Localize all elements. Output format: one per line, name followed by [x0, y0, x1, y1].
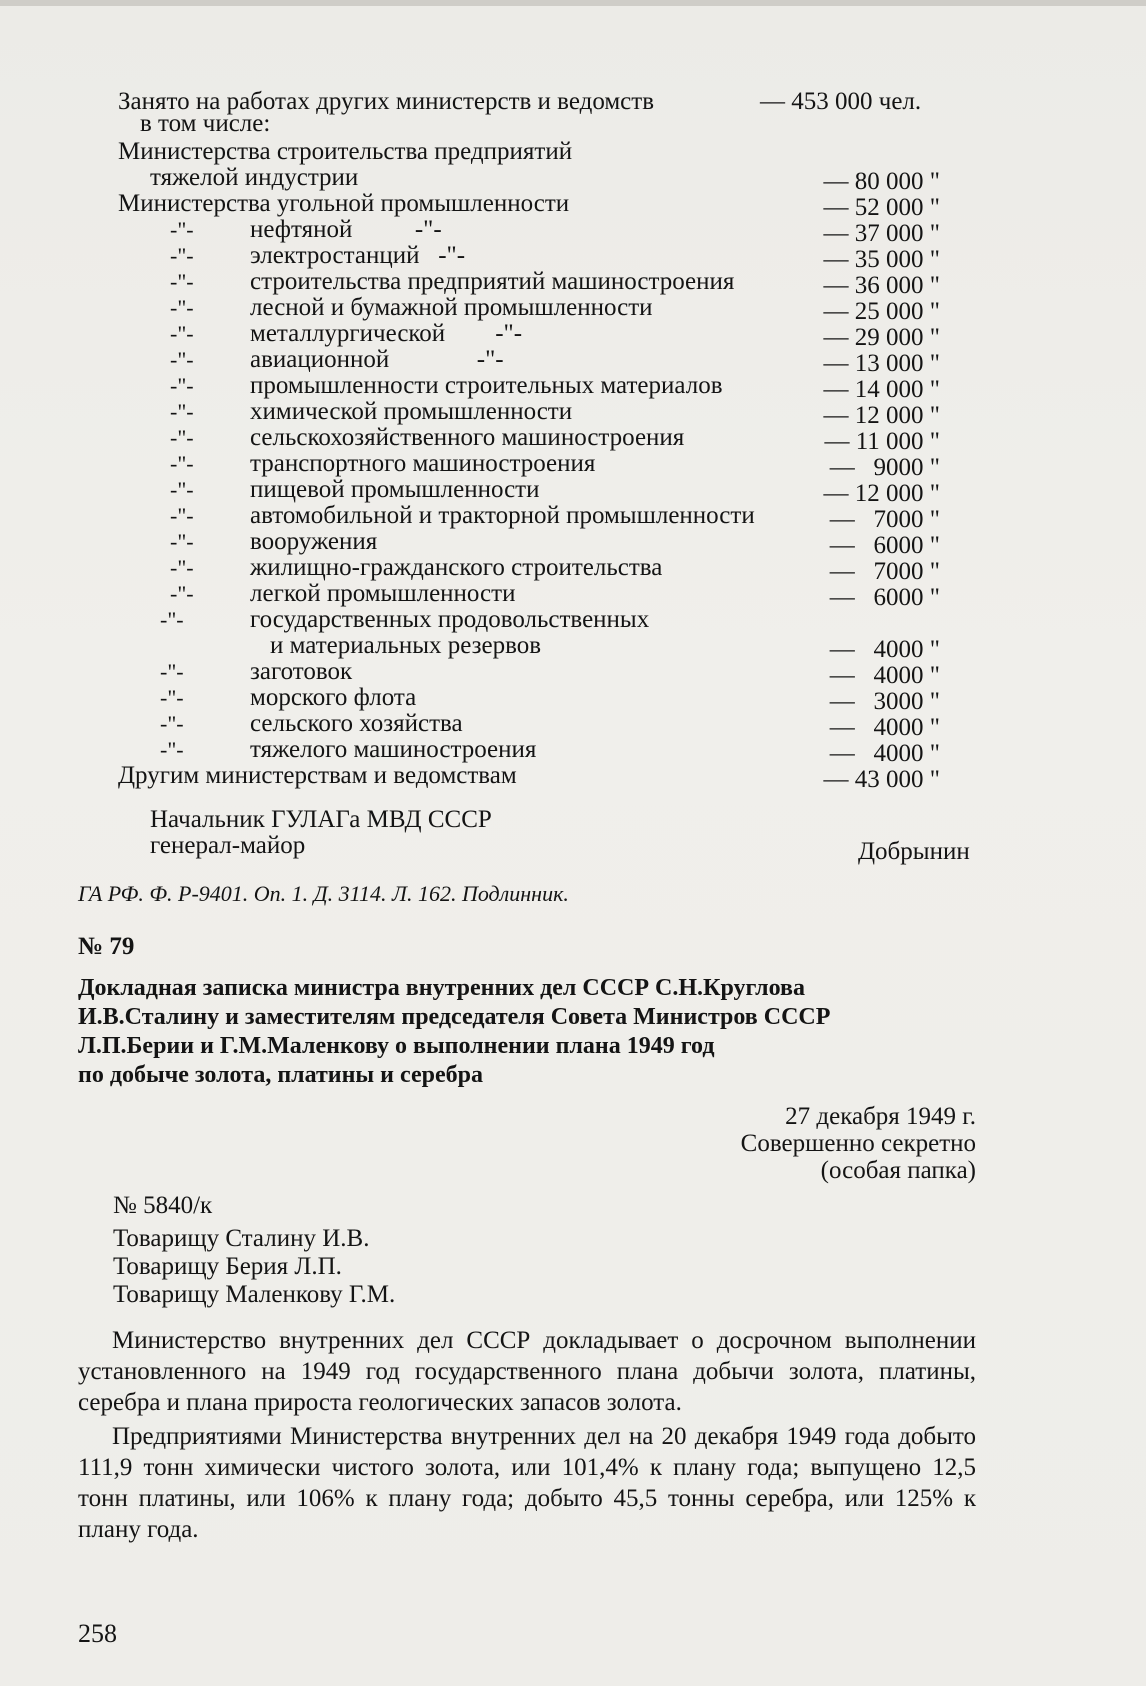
- ministry-name: Министерства угольной промышленности: [118, 190, 570, 217]
- ministry-value: — 37 000 ": [823, 220, 940, 247]
- ministry-value: — 36 000 ": [823, 272, 940, 299]
- ditto-mark: -"-: [170, 529, 194, 554]
- ministry-value: — 52 000 ": [823, 194, 940, 221]
- ditto-mark: -"-: [170, 347, 194, 372]
- ministry-name: авиационной -"-: [250, 346, 504, 373]
- ditto-mark: -"-: [160, 737, 184, 762]
- ministry-name: лесной и бумажной промышленности: [250, 294, 653, 321]
- ditto-mark: -"-: [170, 295, 194, 320]
- ministry-name: морского флота: [250, 684, 417, 711]
- ditto-mark: -"-: [160, 685, 184, 710]
- ditto-mark: -"-: [170, 321, 194, 346]
- ditto-mark: -"-: [170, 555, 194, 580]
- ministry-value: — 14 000 ": [823, 376, 940, 403]
- page-number: 258: [78, 1619, 117, 1648]
- ministry-name: автомобильной и тракторной промышленности: [250, 502, 755, 529]
- ministry-name: сельского хозяйства: [250, 710, 463, 737]
- ministry-value: — 4000 ": [829, 714, 940, 741]
- ministry-value: — 11 000 ": [824, 428, 940, 455]
- ministry-name: строительства предприятий машиностроения: [250, 268, 735, 295]
- ministry-value: — 3000 ": [829, 688, 940, 715]
- ministry-value: — 80 000 ": [823, 168, 940, 195]
- archive-source: ГА РФ. Ф. Р-9401. Оп. 1. Д. 3114. Л. 162. Подлинник.: [78, 881, 569, 906]
- ministry-name: металлургической -"-: [250, 320, 523, 347]
- document-folder: (особая папка): [820, 1157, 976, 1184]
- ministry-name: жилищно-гражданского строительства: [250, 554, 663, 581]
- ministry-value: — 12 000 ": [823, 402, 940, 429]
- ministry-name: промышленности строительных материалов: [250, 372, 723, 399]
- ditto-mark: -"-: [160, 659, 184, 684]
- ditto-mark: -"-: [160, 711, 184, 736]
- document-number: № 79: [78, 933, 135, 960]
- occupied-label: Занято на работах других министерств и ведомств: [118, 88, 654, 115]
- ministry-value: — 6000 ": [829, 584, 940, 611]
- ministry-name: Другим министерствам и ведомствам: [118, 762, 517, 789]
- scan-edge: [0, 0, 1146, 6]
- document-title-line-2: И.В.Сталину и заместителям председателя Совета Министров СССР: [78, 1004, 831, 1030]
- ministry-value: — 35 000 ": [823, 246, 940, 273]
- document-title-line-3: Л.П.Берии и Г.М.Маленкову о выполнении плана 1949 год: [78, 1033, 715, 1059]
- ministry-value: — 4000 ": [829, 662, 940, 689]
- document-title-line-1: Докладная записка министра внутренних дел СССР С.Н.Круглова: [78, 975, 805, 1001]
- ministry-name: пищевой промышленности: [250, 476, 540, 503]
- ministry-value: — 12 000 ": [823, 480, 940, 507]
- ministry-name: и материальных резервов: [270, 632, 542, 659]
- ditto-mark: -"-: [170, 425, 194, 450]
- ministry-value: — 25 000 ": [823, 298, 940, 325]
- ditto-mark: -"-: [160, 607, 184, 632]
- ditto-mark: -"-: [170, 477, 194, 502]
- signature-name: Добрынин: [858, 838, 970, 865]
- ditto-mark: -"-: [170, 399, 194, 424]
- paragraph-2: Предприятиями Министерства внутренних дел на 20 декабря 1949 года добыто 111,9 тонн химически чистого золота, или 101,4% к плану года; выпущено 12,5 тонн платины, или 106% к плану года; добыто 45,5 тонны серебра, или 125% к плану года.: [78, 1423, 976, 1543]
- ministry-name: электростанций -"-: [250, 242, 466, 269]
- ditto-mark: -"-: [170, 269, 194, 294]
- addressee: Товарищу Берия Л.П.: [113, 1253, 342, 1280]
- occupied-value: — 453 000 чел.: [760, 88, 922, 115]
- ditto-mark: -"-: [170, 503, 194, 528]
- ministry-name: транспортного машиностроения: [250, 450, 596, 477]
- ministry-value: — 4000 ": [829, 636, 940, 663]
- addressee: Товарищу Маленкову Г.М.: [113, 1281, 396, 1308]
- ministry-value: — 4000 ": [829, 740, 940, 767]
- ditto-mark: -"-: [170, 581, 194, 606]
- ministry-name: государственных продовольственных: [250, 606, 650, 633]
- ditto-mark: -"-: [170, 243, 194, 268]
- ministry-name: химической промышленности: [250, 398, 573, 425]
- ministry-name: легкой промышленности: [250, 580, 516, 607]
- paragraph-1: Министерство внутренних дел СССР докладывает о досрочном выполнении установленного на 1949 год государственного плана добычи золота, платины, серебра и плана прироста геологических запасов золота.: [78, 1327, 976, 1416]
- ministry-name: Министерства строительства предприятий: [118, 138, 573, 165]
- ministry-name: тяжелой индустрии: [150, 164, 359, 191]
- document-title-line-4: по добыче золота, платины и серебра: [78, 1062, 483, 1088]
- ministry-value: — 29 000 ": [823, 324, 940, 351]
- ditto-mark: -"-: [170, 217, 194, 242]
- reference-number: № 5840/к: [113, 1192, 213, 1219]
- ditto-mark: -"-: [170, 451, 194, 476]
- including-label: в том числе:: [140, 110, 271, 137]
- ministry-value: — 13 000 ": [823, 350, 940, 377]
- ministry-name: вооружения: [250, 528, 378, 555]
- signature-rank: генерал-майор: [150, 832, 306, 859]
- ministry-value: — 7000 ": [829, 558, 940, 585]
- ministry-value: — 6000 ": [829, 532, 940, 559]
- document-date: 27 декабря 1949 г.: [785, 1103, 976, 1130]
- ministry-value: — 9000 ": [829, 454, 940, 481]
- ministry-name: тяжелого машиностроения: [250, 736, 537, 763]
- ministry-name: заготовок: [250, 658, 353, 685]
- addressee: Товарищу Сталину И.В.: [113, 1225, 370, 1252]
- ministry-value: — 7000 ": [829, 506, 940, 533]
- document-classification: Совершенно секретно: [740, 1130, 976, 1157]
- ministry-value: — 43 000 ": [823, 766, 940, 793]
- ditto-mark: -"-: [170, 373, 194, 398]
- ministry-name: нефтяной -"-: [250, 216, 442, 243]
- ministry-name: сельскохозяйственного машиностроения: [250, 424, 685, 451]
- signature-title: Начальник ГУЛАГа МВД СССР: [150, 806, 492, 833]
